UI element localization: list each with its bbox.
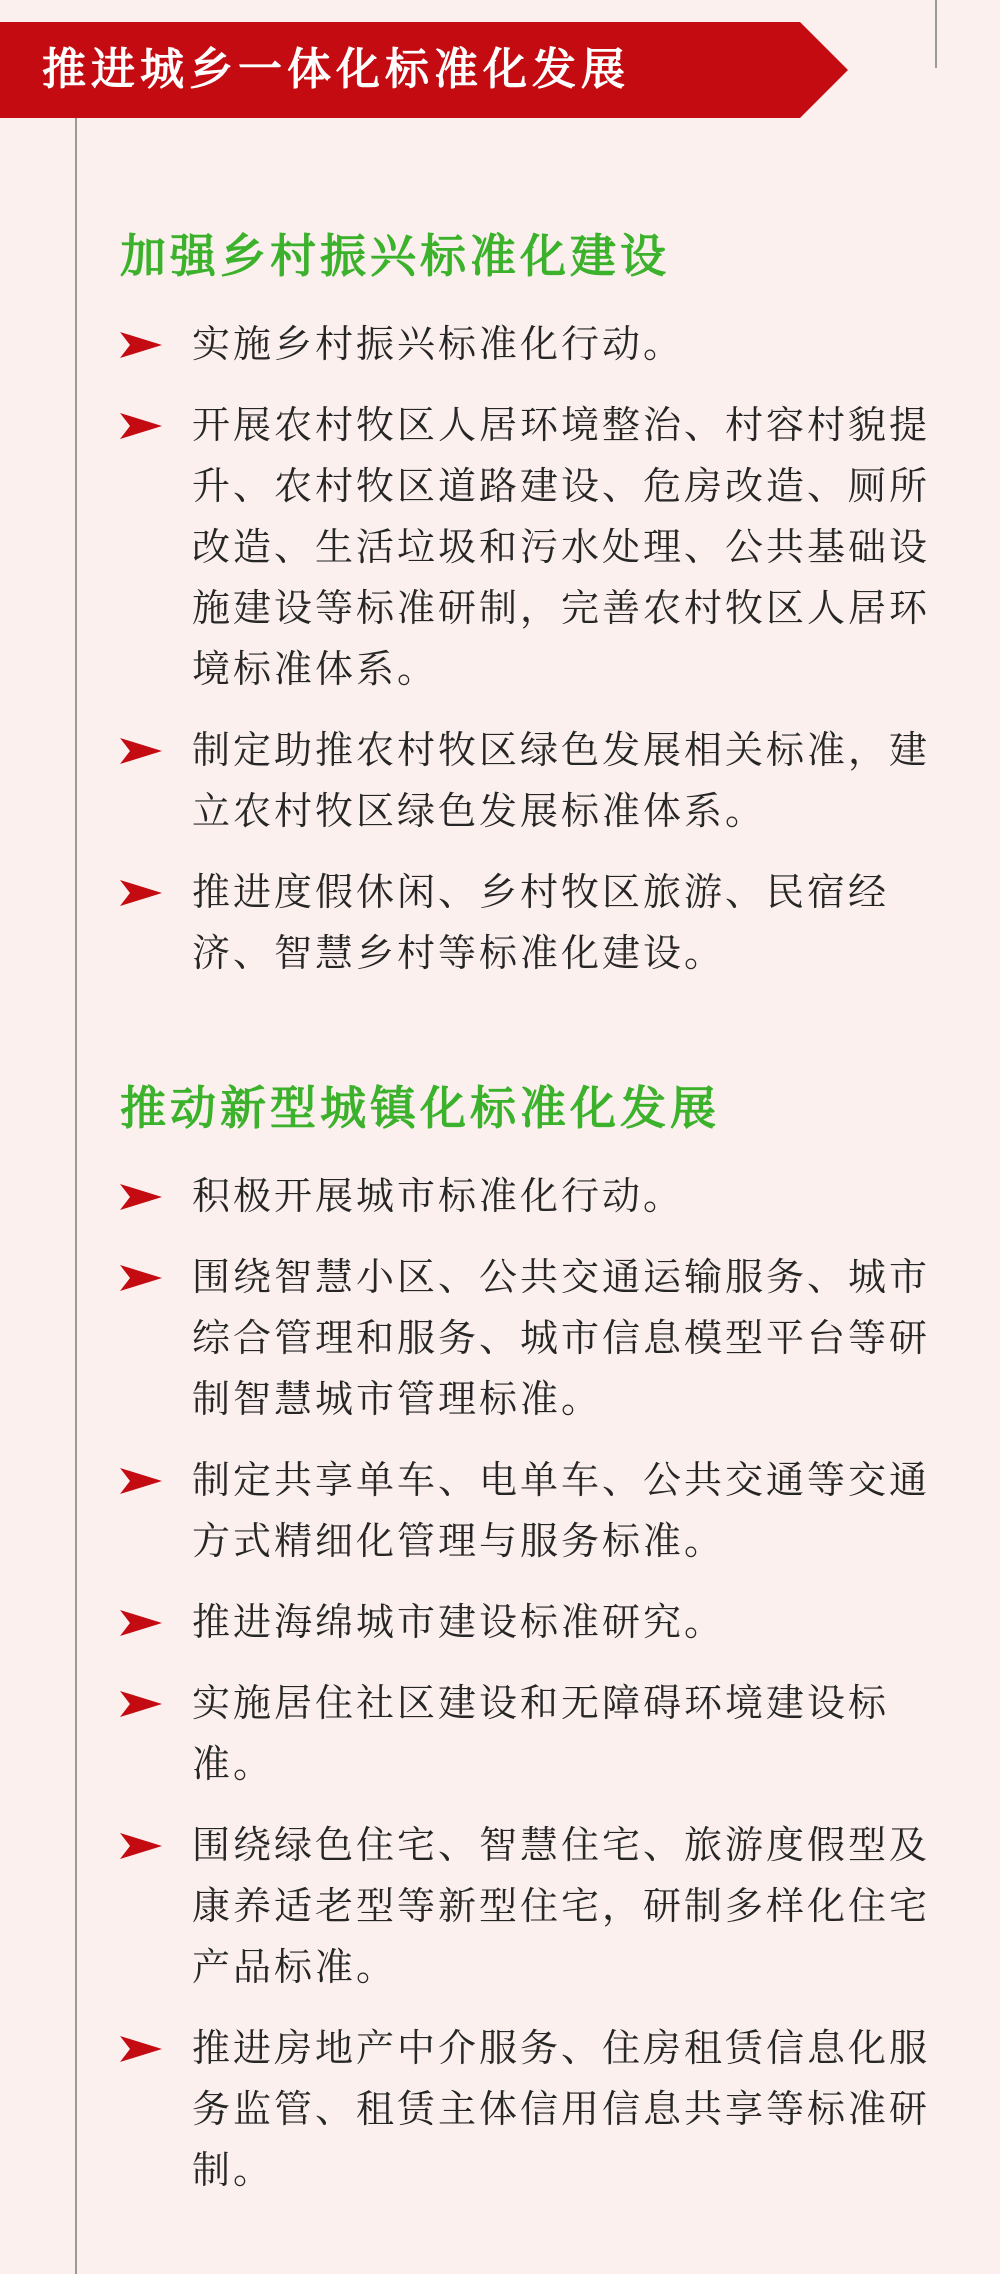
arrowhead-bullet-icon [120,880,162,906]
list-item [120,1815,960,1998]
section-title: 推动新型城镇化标准化发展 [120,1081,720,1135]
list-item-text: 围绕智慧小区、公共交通运输服务、城市综合管理和服务、城市信息模型平台等研制智慧城市管理标准。 [192,1255,931,1421]
list-item-text: 实施居住社区建设和无障碍环境建设标准。 [192,1681,890,1786]
arrowhead-bullet-icon [120,1691,162,1717]
list-item-text: 推进房地产中介服务、住房租赁信息化服务监管、租赁主体信用信息共享等标准研制。 [192,2026,931,2192]
list-item-text: 实施乡村振兴标准化行动。 [192,322,685,366]
list-item [120,1592,960,1653]
arrowhead-bullet-icon [120,1833,162,1859]
left-guide-line [75,110,77,2274]
arrowhead-bullet-icon [120,1184,162,1210]
list-item-text: 推进度假休闲、乡村牧区旅游、民宿经济、智慧乡村等标准化建设。 [192,870,890,975]
section-rural-revitalization [120,226,960,1004]
banner-title: 推进城乡一体化标准化发展 [42,44,630,95]
arrowhead-bullet-icon [120,332,162,358]
item-list [120,1166,960,2201]
section-title: 加强乡村振兴标准化建设 [120,229,670,283]
list-item [120,2018,960,2201]
list-item [120,1673,960,1795]
list-item [120,862,960,984]
list-item [120,314,960,375]
list-item [120,720,960,842]
arrowhead-bullet-icon [120,1610,162,1636]
arrowhead-bullet-icon [120,413,162,439]
section-new-urbanization [120,1078,960,2221]
list-item-text: 制定共享单车、电单车、公共交通等交通方式精细化管理与服务标准。 [192,1458,931,1563]
list-item-text: 围绕绿色住宅、智慧住宅、旅游度假型及康养适老型等新型住宅，研制多样化住宅产品标准。 [192,1823,931,1989]
arrowhead-bullet-icon [120,738,162,764]
list-item [120,395,960,700]
list-item-text: 开展农村牧区人居环境整治、村容村貌提升、农村牧区道路建设、危房改造、厕所改造、生活垃圾和污水处理、公共基础设施建设等标准研制，完善农村牧区人居环境标准体系。 [192,403,931,691]
section-banner [0,22,850,118]
top-right-guide-line [935,0,937,68]
list-item [120,1166,960,1227]
arrowhead-bullet-icon [120,1468,162,1494]
list-item [120,1247,960,1430]
arrowhead-bullet-icon [120,2036,162,2062]
list-item-text: 积极开展城市标准化行动。 [192,1174,685,1218]
list-item-text: 制定助推农村牧区绿色发展相关标准，建立农村牧区绿色发展标准体系。 [192,728,931,833]
list-item [120,1450,960,1572]
list-item-text: 推进海绵城市建设标准研究。 [192,1600,726,1644]
item-list [120,314,960,984]
arrowhead-bullet-icon [120,1265,162,1291]
